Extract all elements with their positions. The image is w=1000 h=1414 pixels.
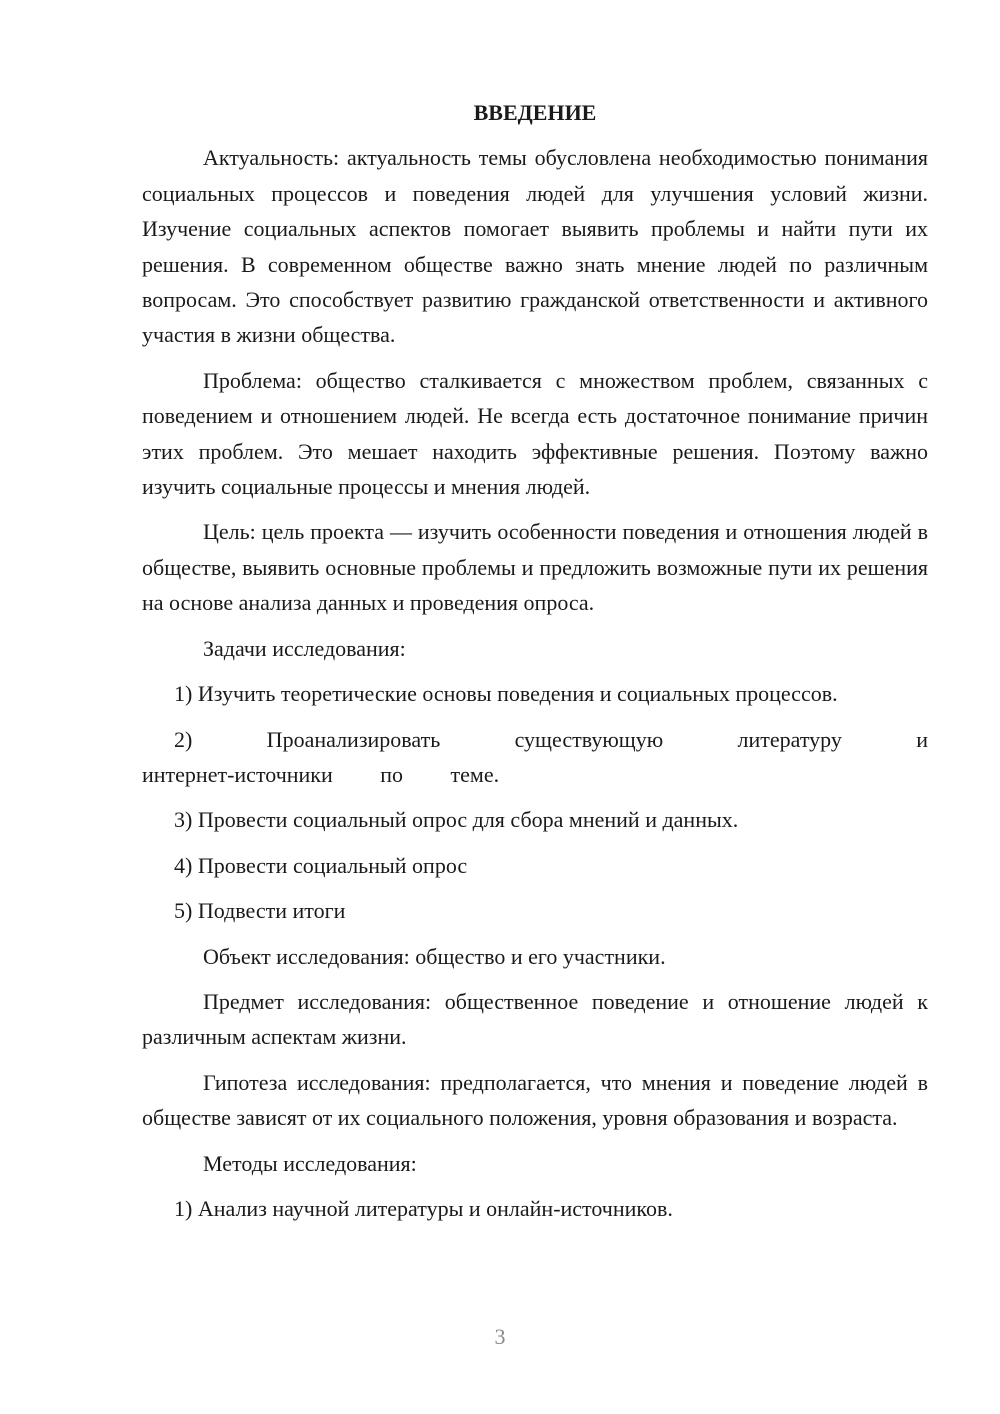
subject-paragraph: Предмет исследования: общественное поведение и отношение людей к различным аспектам жизни. bbox=[142, 988, 928, 1050]
object-paragraph: Объект исследования: общество и его участники. bbox=[203, 943, 666, 969]
task-item-2: 2) Проанализировать существующую литературу и интернет-источники по теме. bbox=[142, 726, 928, 787]
tasks-heading: Задачи исследования: bbox=[203, 635, 406, 661]
relevance-paragraph: Актуальность: актуальность темы обусловлена необходимостью понимания социальных процессов и поведения людей для улучшения условий жизни. Изучение социальных аспектов помогает выявить проблемы и найти пути их решения. В современном обществе важно знать мнение людей по различным вопросам. Это способствует развитию гражданской ответственности и активного участия в жизни общества. bbox=[142, 145, 928, 348]
problem-paragraph: Проблема: общество сталкивается с множеством проблем, связанных с поведением и отношением людей. Не всегда есть достаточное понимание причин этих проблем. Это мешает находить эффективные решения. Поэтому важно изучить социальные процессы и мнения людей. bbox=[142, 367, 928, 500]
task-item-3: 3) Провести социальный опрос для сбора мнений и данных. bbox=[174, 807, 739, 833]
methods-heading: Методы исследования: bbox=[203, 1150, 417, 1176]
page-title: ВВЕДЕНИЕ bbox=[473, 100, 597, 125]
task-item-1: 1) Изучить теоретические основы поведения и социальных процессов. bbox=[174, 681, 838, 707]
document-page bbox=[142, 95, 928, 1236]
goal-paragraph: Цель: цель проекта — изучить особенности поведения и отношения людей в обществе, выявить основные проблемы и предложить возможные пути их решения на основе анализа данных и проведения опроса. bbox=[142, 519, 928, 616]
task-item-5: 5) Подвести итоги bbox=[174, 898, 346, 924]
task-item-4: 4) Провести социальный опрос bbox=[174, 852, 468, 878]
hypothesis-paragraph: Гипотеза исследования: предполагается, что мнения и поведение людей в обществе зависят от их социального положения, уровня образования и возраста. bbox=[142, 1069, 928, 1131]
method-item-1: 1) Анализ научной литературы и онлайн-источников. bbox=[174, 1195, 673, 1221]
page-number: 3 bbox=[494, 1324, 506, 1349]
